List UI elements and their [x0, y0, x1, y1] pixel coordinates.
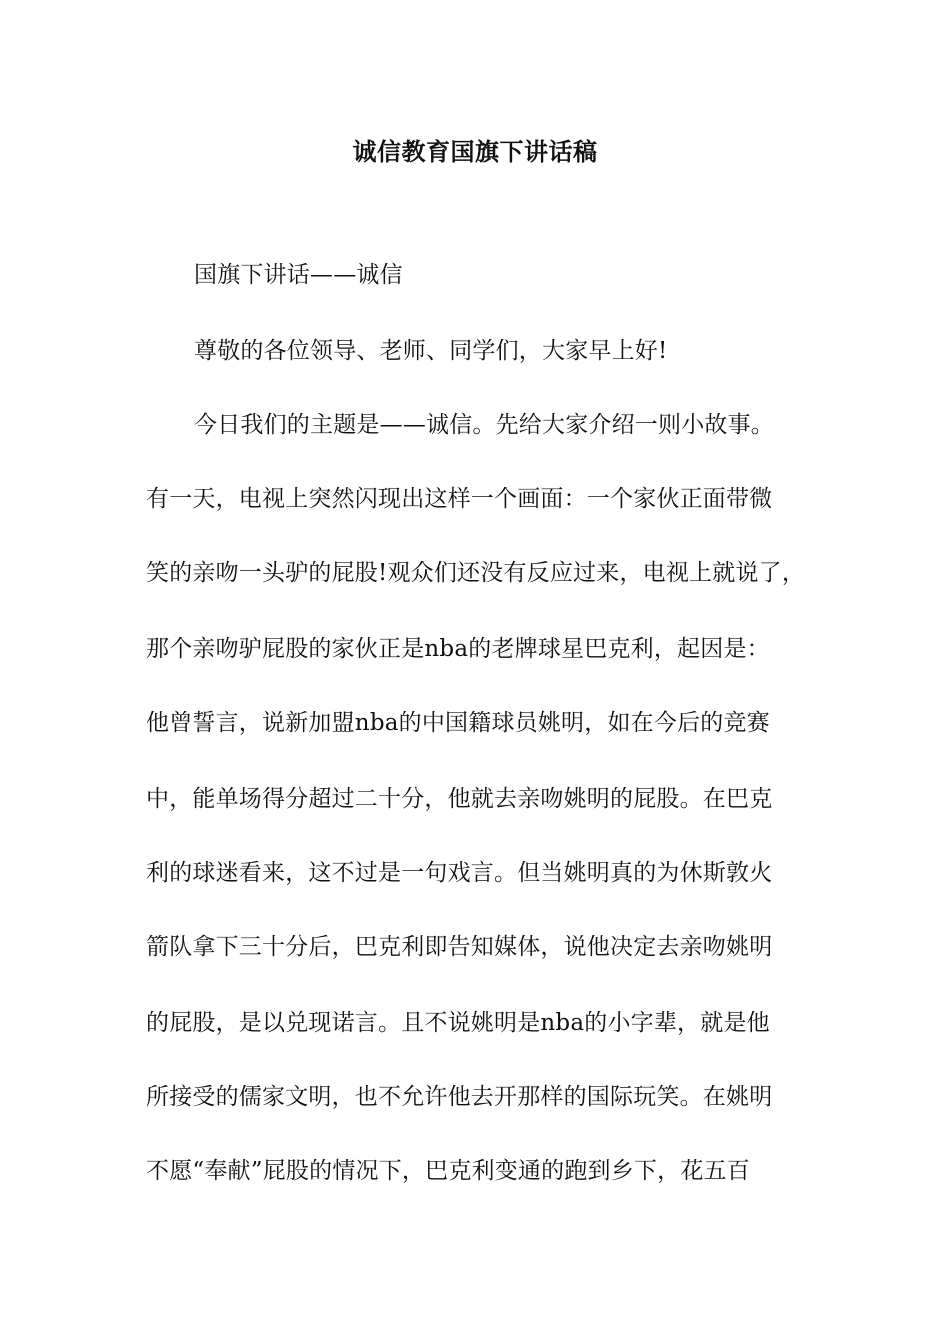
paragraph-line: 有一天，电视上突然闪现出这样一个画面：一个家伙正面带微 — [146, 486, 773, 512]
paragraph-line: 他曾誓言，说新加盟nba的中国籍球员姚明，如在今后的竞赛 — [146, 710, 770, 736]
paragraph-line: 那个亲吻驴屁股的家伙正是nba的老牌球星巴克利，起因是： — [146, 636, 770, 662]
paragraph-line: 的屁股，是以兑现诺言。且不说姚明是nba的小字辈，就是他 — [146, 1010, 770, 1036]
document-title: 诚信教育国旗下讲话稿 — [352, 138, 598, 166]
paragraph-line: 所接受的儒家文明，也不允许他去开那样的国际玩笑。在姚明 — [146, 1084, 773, 1110]
paragraph-line: 利的球迷看来，这不过是一句戏言。但当姚明真的为休斯敦火 — [146, 860, 773, 886]
paragraph-line: 尊敬的各位领导、老师、同学们，大家早上好! — [194, 338, 668, 364]
paragraph-line: 今日我们的主题是——诚信。先给大家介绍一则小故事。 — [194, 412, 774, 438]
paragraph-line: 不愿“奉献”屁股的情况下，巴克利变通的跑到乡下，花五百 — [146, 1158, 750, 1184]
paragraph-line: 中，能单场得分超过二十分，他就去亲吻姚明的屁股。在巴克 — [146, 786, 773, 812]
paragraph-line: 笑的亲吻一头驴的屁股!观众们还没有反应过来，电视上就说了， — [146, 560, 806, 586]
paragraph-line: 箭队拿下三十分后，巴克利即告知媒体，说他决定去亲吻姚明 — [146, 934, 773, 960]
paragraph-line: 国旗下讲话——诚信 — [194, 262, 403, 288]
